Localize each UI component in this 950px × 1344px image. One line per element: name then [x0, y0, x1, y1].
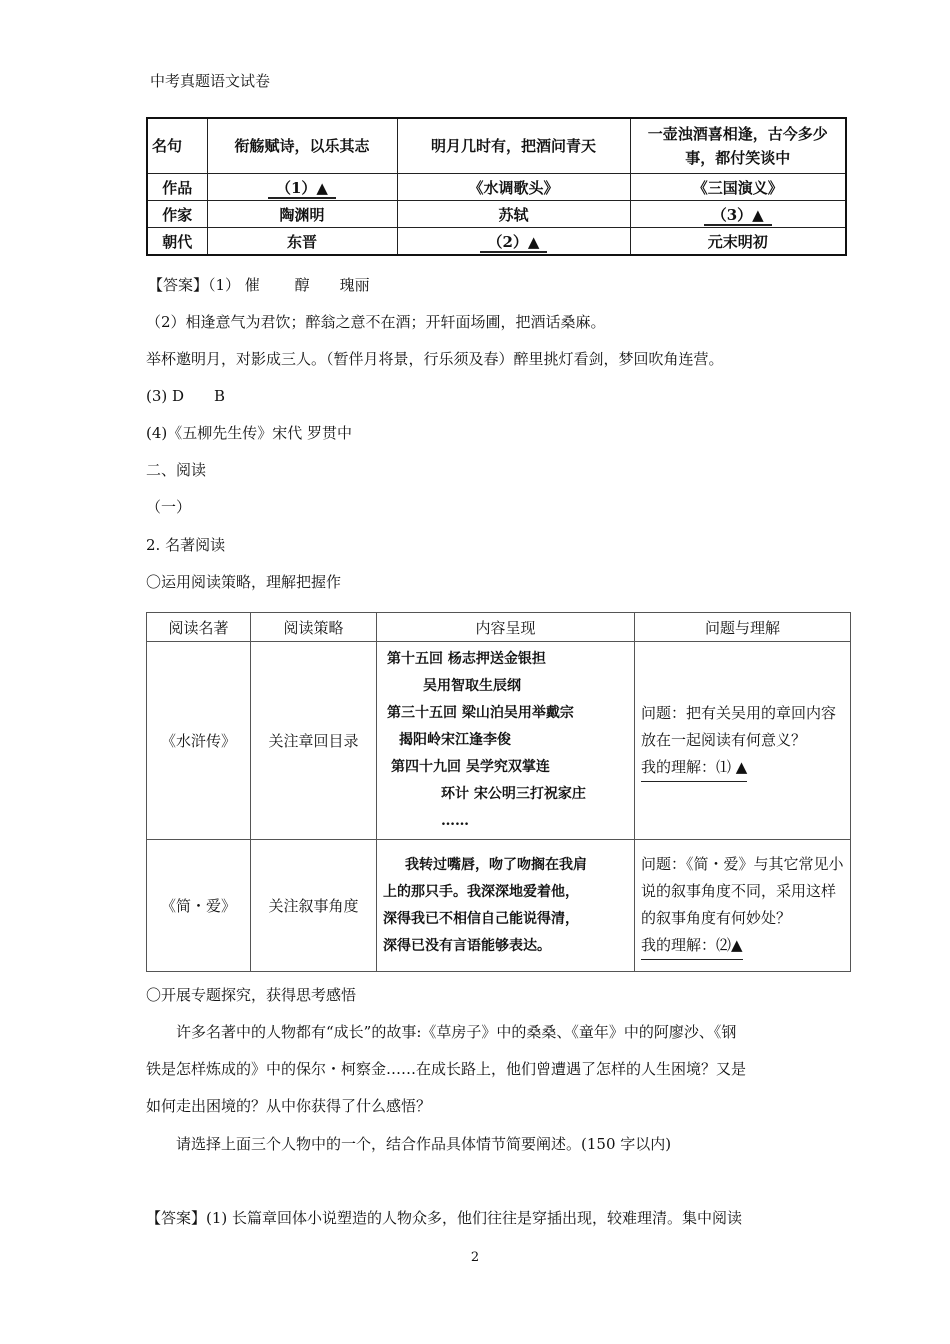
content-cell: [377, 642, 635, 840]
table2-header: 阅读策略: [251, 613, 377, 642]
topic-paragraph-line: 铁是怎样炼成的》中的保尔・柯察金……在成长路上，他们曾遭遇了怎样的人生困境？又是: [146, 1060, 747, 1078]
subsection-title: （一）: [146, 498, 192, 516]
chapter-line: 第四十九回 吴学究双掌连: [391, 759, 550, 775]
table1-row-label: 作家: [147, 201, 207, 228]
table1-header-line3: 一壶浊酒喜相逢，古今多少事，都付笑谈中: [630, 118, 846, 174]
section-title: 二、阅读: [146, 461, 207, 479]
content-cell: [377, 840, 635, 972]
table1-header-line1: 衔觞赋诗，以乐其志: [207, 118, 397, 174]
table1-cell: [630, 201, 846, 228]
table2-header: 内容呈现: [377, 613, 635, 642]
chapter-line: 环计 宋公明三打祝家庄: [441, 786, 586, 802]
task-title: 〇运用阅读策略，理解把握作: [146, 573, 342, 591]
my-understanding: [641, 932, 844, 960]
topic-paragraph-line: 如何走出困境的？从中你获得了什么感悟？: [146, 1097, 432, 1115]
chapter-line: 揭阳岭宋江逢李俊: [399, 732, 511, 748]
reading-strategy: 关注章回目录: [251, 642, 377, 840]
chapter-line: 吴用智取生辰纲: [423, 678, 521, 694]
table2-header: 阅读名著: [147, 613, 251, 642]
table1-row-label: 朝代: [147, 228, 207, 256]
answer1-line3: 举杯邀明月，对影成三人。（暂伴月将景，行乐须及春）醉里挑灯看剑，梦回吹角连营。: [146, 350, 724, 368]
table1-cell: 陶渊明: [207, 201, 397, 228]
answer2-line: 【答案】(1) 长篇章回体小说塑造的人物众多，他们往往是穿插出现，较难理清。集中阅读: [146, 1209, 743, 1227]
question-text: 问题：把有关吴用的章回内容放在一起阅读有何意义？: [641, 703, 837, 749]
table1-row-label: 作品: [147, 174, 207, 201]
topic-title: 〇开展专题探究，获得思考感悟: [146, 986, 357, 1004]
page-header: 中考真题语文试卷: [150, 72, 271, 90]
table1-cell: 《水调歌头》: [397, 174, 630, 201]
table1-header-line2: 明月几时有，把酒问青天: [397, 118, 630, 174]
answer-blank-1: 我的理解：⑴ ▲: [641, 754, 747, 782]
quote-line: 深得我已不相信自己能说得清，: [383, 910, 579, 927]
blank-answer-1: （1）▲: [268, 179, 336, 199]
answer-blank-2: 我的理解：⑵▲: [641, 932, 743, 960]
book-title: 《水浒传》: [147, 642, 251, 840]
answer1-line1: 【答案】（1） 催 醇 瑰丽: [148, 276, 370, 294]
quote-line: 我转过嘴唇，吻了吻搁在我肩: [405, 856, 587, 873]
table1-header-label: 名句: [147, 118, 207, 174]
reading-strategy: 关注叙事角度: [251, 840, 377, 972]
table1-cell: [207, 174, 397, 201]
table1-cell: 东晋: [207, 228, 397, 256]
page-number: 2: [470, 1250, 480, 1265]
answer1-line2: （2）相逢意气为君饮；醉翁之意不在酒；开轩面场圃，把酒话桑麻。: [146, 313, 606, 331]
table1-cell: 《三国演义》: [630, 174, 846, 201]
answer1-line5: (4)《五柳先生传》宋代 罗贯中: [146, 424, 353, 442]
reading-table: [146, 612, 851, 972]
question-title: 2. 名著阅读: [146, 536, 226, 554]
blank-answer-2: （2）▲: [480, 233, 548, 253]
book-title: 《简・爱》: [147, 840, 251, 972]
chapter-line: 第十五回 杨志押送金银担: [387, 651, 546, 667]
question-text: 问题：《简・爱》与其它常见小说的叙事角度不同，采用这样的叙事角度有何妙处？: [641, 855, 844, 927]
chapter-line: ……: [441, 813, 469, 829]
table1-cell: 元末明初: [630, 228, 846, 256]
topic-paragraph-line: 许多名著中的人物都有“成长”的故事:《草房子》中的桑桑、《童年》中的阿廖沙、《钢: [176, 1023, 737, 1041]
table1-cell: [397, 228, 630, 256]
answer1-line4: (3) D B: [146, 387, 226, 405]
chapter-line: 第三十五回 梁山泊吴用举戴宗: [387, 705, 574, 721]
quote-line: 上的那只手。我深深地爱着他，: [383, 883, 579, 900]
quote-line: 深得已没有言语能够表达。: [383, 937, 551, 954]
table1-cell: 苏轼: [397, 201, 630, 228]
table2-header: 问题与理解: [635, 613, 851, 642]
question-cell: [635, 642, 851, 840]
famous-lines-table: [146, 117, 847, 256]
my-understanding: [641, 754, 844, 782]
topic-instruction: 请选择上面三个人物中的一个，结合作品具体情节简要阐述。(150 字以内): [176, 1135, 672, 1153]
blank-answer-3: （3）▲: [704, 206, 772, 226]
question-cell: [635, 840, 851, 972]
